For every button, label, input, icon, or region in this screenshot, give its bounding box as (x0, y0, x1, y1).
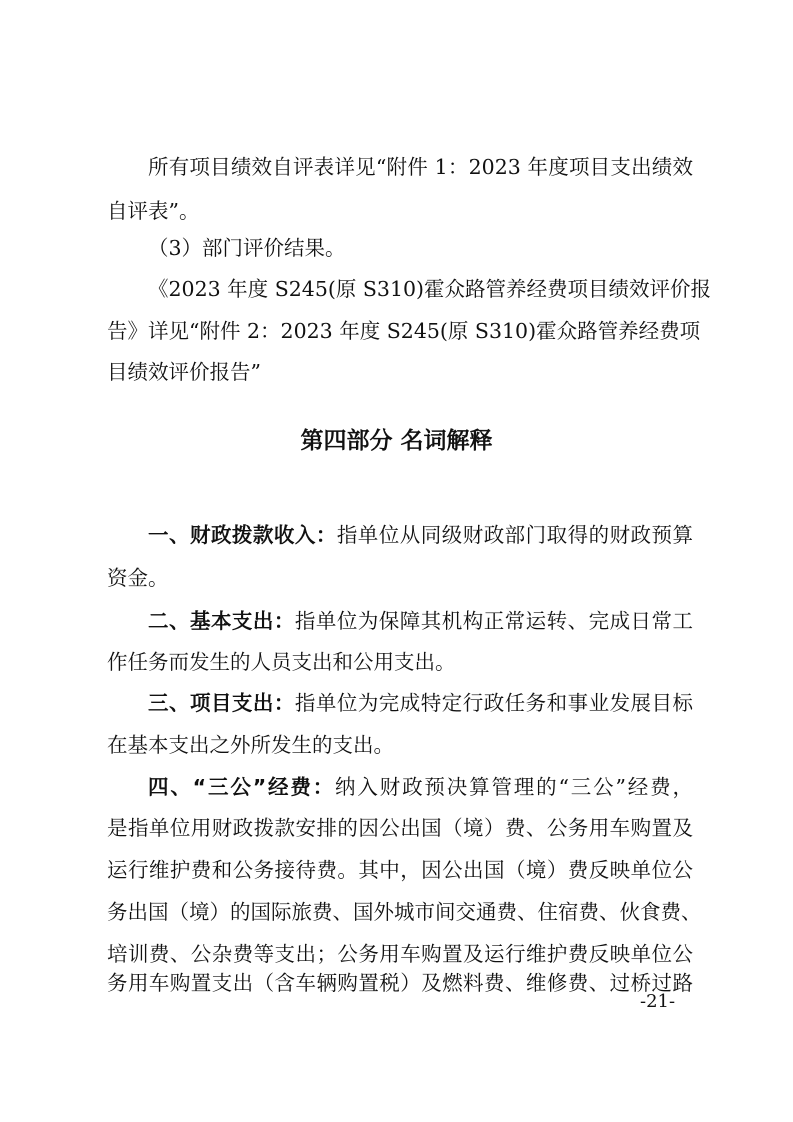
term-definition-line: 四、“三公”经费：纳入财政预决算管理的“三公”经费， (148, 775, 693, 799)
term-label: 三、项目支出： (148, 691, 295, 715)
paragraph-line: 目绩效评价报告” (107, 360, 261, 384)
paragraph-line: 《2023 年度 S245(原 S310)霍众路管养经费项目绩效评价报 (148, 277, 712, 301)
term-definition-line: 作任务而发生的人员支出和公用支出。 (107, 650, 456, 674)
term-definition-line: 务用车购置支出（含车辆购置税）及燃料费、维修费、过桥过路 (107, 971, 693, 995)
term-definition-line: 一、财政拨款收入：指单位从同级财政部门取得的财政预算 (148, 523, 694, 547)
paragraph-line: 所有项目绩效自评表详见“附件 1：2023 年度项目支出绩效 (148, 155, 693, 179)
term-label: 四、“三公”经费： (148, 775, 336, 799)
term-definition-line: 是指单位用财政拨款安排的因公出国（境）费、公务用车购置及 (107, 816, 693, 840)
paragraph-line: 告》详见“附件 2：2023 年度 S245(原 S310)霍众路管养经费项 (107, 319, 701, 343)
term-label: 一、财政拨款收入： (148, 523, 337, 547)
term-definition-line: 运行维护费和公务接待费。其中，因公出国（境）费反映单位公 (107, 858, 693, 882)
term-definition-line: 在基本支出之外所发生的支出。 (107, 733, 394, 757)
paragraph-line: （3）部门评价结果。 (148, 236, 346, 260)
section-heading: 第四部分 名词解释 (300, 428, 493, 454)
paragraph-line: 自评表”。 (107, 199, 200, 223)
term-definition-line: 三、项目支出：指单位为完成特定行政任务和事业发展目标 (148, 691, 694, 715)
term-label: 二、基本支出： (148, 609, 295, 633)
term-definition-line: 二、基本支出：指单位为保障其机构正常运转、完成日常工 (148, 609, 694, 633)
term-definition-line: 务出国（境）的国际旅费、国外城市间交通费、住宿费、伙食费、 (107, 900, 702, 924)
page-number: -21- (640, 991, 676, 1012)
term-definition-line: 资金。 (107, 566, 169, 590)
term-definition-line: 培训费、公杂费等支出；公务用车购置及运行维护费反映单位公 (107, 942, 693, 966)
